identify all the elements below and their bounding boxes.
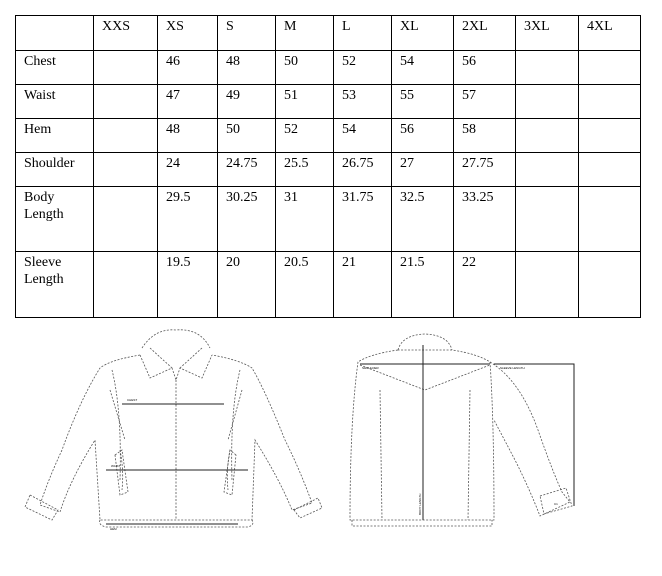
measurement-value: 19.5 — [158, 252, 218, 318]
measurement-value: 57 — [454, 85, 516, 119]
measurement-value: 56 — [454, 51, 516, 85]
waist-label: WAIST — [111, 464, 121, 468]
measurement-value: 47 — [158, 85, 218, 119]
table-row — [16, 85, 641, 119]
size-header: S — [218, 16, 276, 51]
chest-label: CHEST — [127, 398, 138, 402]
measurement-value — [516, 252, 579, 318]
measurement-value — [516, 51, 579, 85]
shoulder-label: SHOULDER — [362, 366, 379, 370]
table-row — [16, 187, 641, 252]
measurement-value: 55 — [392, 85, 454, 119]
measurement-value — [579, 187, 641, 252]
measurement-value: 27 — [392, 153, 454, 187]
measurement-value: 20 — [218, 252, 276, 318]
jacket-front-illustration — [25, 330, 322, 531]
measurement-value — [94, 51, 158, 85]
measurement-value — [516, 187, 579, 252]
measurement-label: Shoulder — [16, 153, 94, 187]
size-header: 2XL — [454, 16, 516, 51]
measurement-value — [94, 252, 158, 318]
measurement-value: 21 — [334, 252, 392, 318]
measurement-value: 24.75 — [218, 153, 276, 187]
jacket-back-illustration — [350, 334, 574, 526]
measurement-value: 22 — [454, 252, 516, 318]
hem-label: HEM — [110, 527, 117, 531]
measurement-value: 52 — [276, 119, 334, 153]
measurement-value: 25.5 — [276, 153, 334, 187]
measurement-value: 50 — [276, 51, 334, 85]
measurement-value — [94, 85, 158, 119]
table-row — [16, 51, 641, 85]
measurement-value: 49 — [218, 85, 276, 119]
measurement-value: 31 — [276, 187, 334, 252]
measurement-value — [579, 51, 641, 85]
measurement-value: 51 — [276, 85, 334, 119]
measurement-value — [94, 153, 158, 187]
measurement-value: 46 — [158, 51, 218, 85]
size-header: XXS — [94, 16, 158, 51]
header-corner-cell — [16, 16, 94, 51]
measurement-value — [94, 187, 158, 252]
sleeve-length-label: SLEEVE LENGTH — [500, 366, 525, 370]
measurement-value: 29.5 — [158, 187, 218, 252]
table-header-row — [16, 16, 641, 51]
measurement-value — [579, 153, 641, 187]
measurement-value: 20.5 — [276, 252, 334, 318]
measurement-value — [579, 85, 641, 119]
body-length-label: BODY LENGTH — [418, 493, 422, 515]
measurement-value — [516, 119, 579, 153]
measurement-value: 21.5 — [392, 252, 454, 318]
size-header: 3XL — [516, 16, 579, 51]
measurement-value — [94, 119, 158, 153]
measurement-value: 30.25 — [218, 187, 276, 252]
measurement-value: 27.75 — [454, 153, 516, 187]
measurement-value: 54 — [334, 119, 392, 153]
measurement-value: 56 — [392, 119, 454, 153]
measurement-value: 50 — [218, 119, 276, 153]
measurement-label: Chest — [16, 51, 94, 85]
size-header: 4XL — [579, 16, 641, 51]
table-row — [16, 119, 641, 153]
measurement-value: 32.5 — [392, 187, 454, 252]
measurement-value: 54 — [392, 51, 454, 85]
measurement-value — [516, 153, 579, 187]
measurement-value — [516, 85, 579, 119]
measurement-value: 24 — [158, 153, 218, 187]
size-header: L — [334, 16, 392, 51]
measurement-label: Hem — [16, 119, 94, 153]
jacket-measurement-diagram — [0, 320, 662, 576]
table-row — [16, 153, 641, 187]
size-header: XL — [392, 16, 454, 51]
size-chart-table — [15, 15, 641, 318]
measurement-value: 26.75 — [334, 153, 392, 187]
measurement-label: Waist — [16, 85, 94, 119]
measurement-value: 31.75 — [334, 187, 392, 252]
measurement-value: 58 — [454, 119, 516, 153]
measurement-value — [579, 252, 641, 318]
measurement-value: 53 — [334, 85, 392, 119]
measurement-value: 52 — [334, 51, 392, 85]
measurement-value: 33.25 — [454, 187, 516, 252]
cuff-label: C1 — [554, 502, 558, 506]
measurement-value: 48 — [158, 119, 218, 153]
measurement-label: Sleeve Length — [16, 252, 94, 318]
table-row — [16, 252, 641, 318]
size-header: M — [276, 16, 334, 51]
measurement-value — [579, 119, 641, 153]
size-header: XS — [158, 16, 218, 51]
measurement-label: Body Length — [16, 187, 94, 252]
measurement-value: 48 — [218, 51, 276, 85]
